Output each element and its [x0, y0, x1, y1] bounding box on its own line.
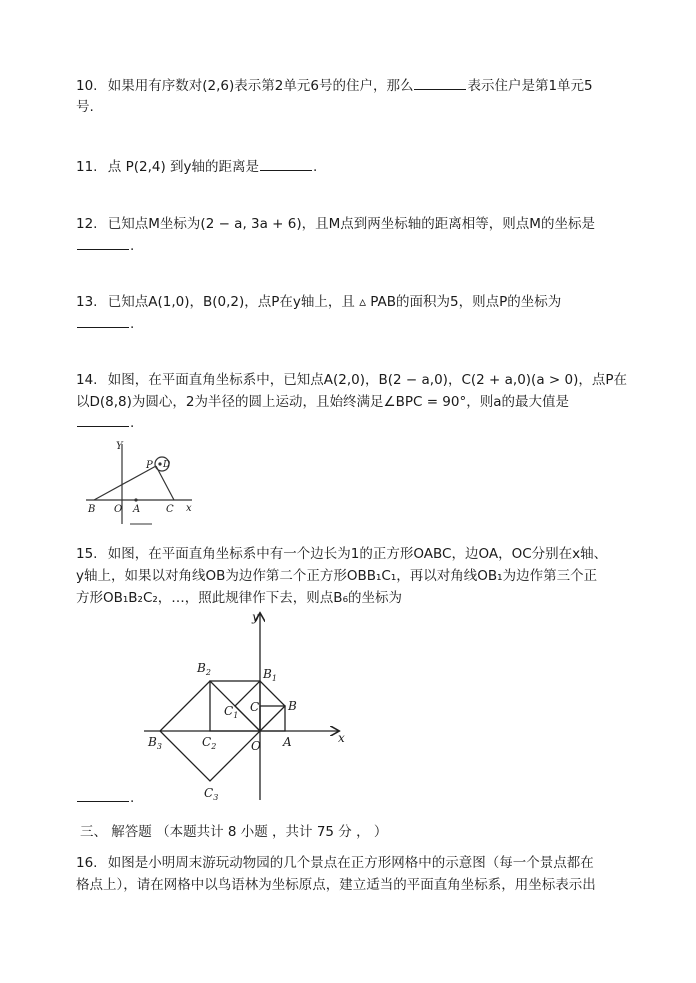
q14-center-dot	[158, 462, 161, 465]
q14-number: 14.	[76, 372, 98, 388]
q15-label-a: A	[283, 735, 292, 749]
q10-text-a: 如果用有序数对(2,6)表示第2单元6号的住户，那么	[107, 78, 414, 94]
q15-label-o: O	[251, 739, 261, 753]
q14-label-x: x	[186, 503, 192, 514]
q14-text-a: 如图，在平面直角坐标系中，已知点A(2,0)，B(2 − a,0)，C(2 + a,0)(a > 0)，点P在	[107, 372, 627, 388]
q15-label-b: B	[288, 699, 297, 713]
q14-label-o: O	[114, 504, 123, 515]
q12-answer-blank[interactable]	[77, 236, 129, 250]
q14-label-d: D	[163, 460, 171, 470]
q10-number: 10.	[76, 78, 98, 94]
q11-text-b: .	[313, 159, 318, 175]
q15-line1	[76, 544, 607, 564]
q15-text-a: 如图，在平面直角坐标系中有一个边长为1的正方形OABC，边OA，OC分别在x轴、	[107, 546, 608, 562]
q13-text-a: 已知点A(1,0)，B(0,2)，点P在y轴上，且 ▵ PAB的面积为5，则点P的坐标为	[107, 294, 562, 310]
q12-line2	[76, 236, 134, 256]
q14-text-b: 以D(8,8)为圆心，2为半径的圆上运动，且始终满足∠BPC = 90°，则a的最大值是	[76, 394, 570, 410]
q14-line-pb	[94, 466, 156, 500]
q14-label-b: B	[88, 504, 96, 515]
q14-line3	[76, 413, 134, 433]
q15-label-b2: $B_2$	[197, 661, 211, 677]
q16-text-b: 格点上），请在网格中以鸟语林为坐标原点，建立适当的平面直角坐标系，用坐标表示出	[76, 877, 596, 893]
q16-line1	[76, 853, 594, 873]
q13-line1	[76, 292, 561, 312]
q12-text-b: .	[130, 238, 135, 254]
q14-label-y: Y	[116, 441, 123, 452]
section3-heading: 三、 解答题 （本题共计 8 小题 ，共计 75 分 ， ）	[80, 824, 388, 840]
q15-text-c: 方形OB₁B₂C₂，…，照此规律作下去，则点B₆的坐标为	[76, 590, 402, 606]
q15-line2	[76, 566, 597, 586]
q15-label-b3: $B_3$	[148, 735, 162, 751]
q15-label-b1: $B_1$	[263, 667, 277, 683]
q11-text-a: 点 P(2,4) 到y轴的距离是	[107, 159, 259, 175]
q14-line2	[76, 392, 569, 412]
q15-text-b: y轴上，如果以对角线OB为边作第二个正方形OBB₁C₁，再以对角线OB₁为边作第三个正	[76, 568, 598, 584]
q13-line2	[76, 314, 134, 334]
q15-label-c3: $C_3$	[204, 786, 219, 802]
q14-line-pc	[156, 466, 174, 500]
q15-label-y: y	[252, 610, 259, 624]
q12-text-a: 已知点M坐标为(2 − a, 3a + 6)，且M点到两坐标轴的距离相等，则点M的坐标是	[107, 216, 595, 232]
q15-line3	[76, 588, 402, 608]
q15-label-c2: $C_2$	[202, 735, 217, 751]
q15-line4	[76, 788, 134, 808]
q15-number: 15.	[76, 546, 98, 562]
q15-label-c1: $C_1$	[224, 704, 239, 720]
q14-text-c: .	[130, 415, 135, 431]
q14-label-c: C	[166, 504, 174, 515]
q15-label-c: C	[250, 700, 260, 714]
q14-answer-blank[interactable]	[77, 413, 129, 427]
q15-figure	[142, 608, 352, 804]
q13-text-b: .	[130, 316, 135, 332]
q10-line1	[76, 76, 593, 96]
q10-answer-blank[interactable]	[414, 76, 466, 90]
q15-text-d: .	[130, 790, 135, 806]
q12-number: 12.	[76, 216, 98, 232]
q16-line2	[76, 875, 596, 895]
q10-text-b: 表示住户是第1单元5	[467, 78, 593, 94]
q10-line2	[76, 97, 94, 117]
q15-label-x: x	[338, 731, 345, 745]
q14-line1	[76, 370, 627, 390]
q11-line	[76, 157, 317, 177]
q14-label-a: A	[133, 504, 141, 515]
q14-figure	[80, 438, 200, 528]
q13-answer-blank[interactable]	[77, 314, 129, 328]
q16-text-a: 如图是小明周末游玩动物园的几个景点在正方形网格中的示意图（每一个景点都在	[107, 855, 594, 871]
q16-number: 16.	[76, 855, 98, 871]
q15-answer-blank[interactable]	[77, 788, 129, 802]
q10-text-c: 号.	[76, 99, 94, 115]
q11-number: 11.	[76, 159, 98, 175]
q11-answer-blank[interactable]	[260, 157, 312, 171]
q12-line1	[76, 214, 595, 234]
q14-point-a	[134, 498, 137, 501]
q13-number: 13.	[76, 294, 98, 310]
q14-label-p: P	[146, 460, 153, 471]
